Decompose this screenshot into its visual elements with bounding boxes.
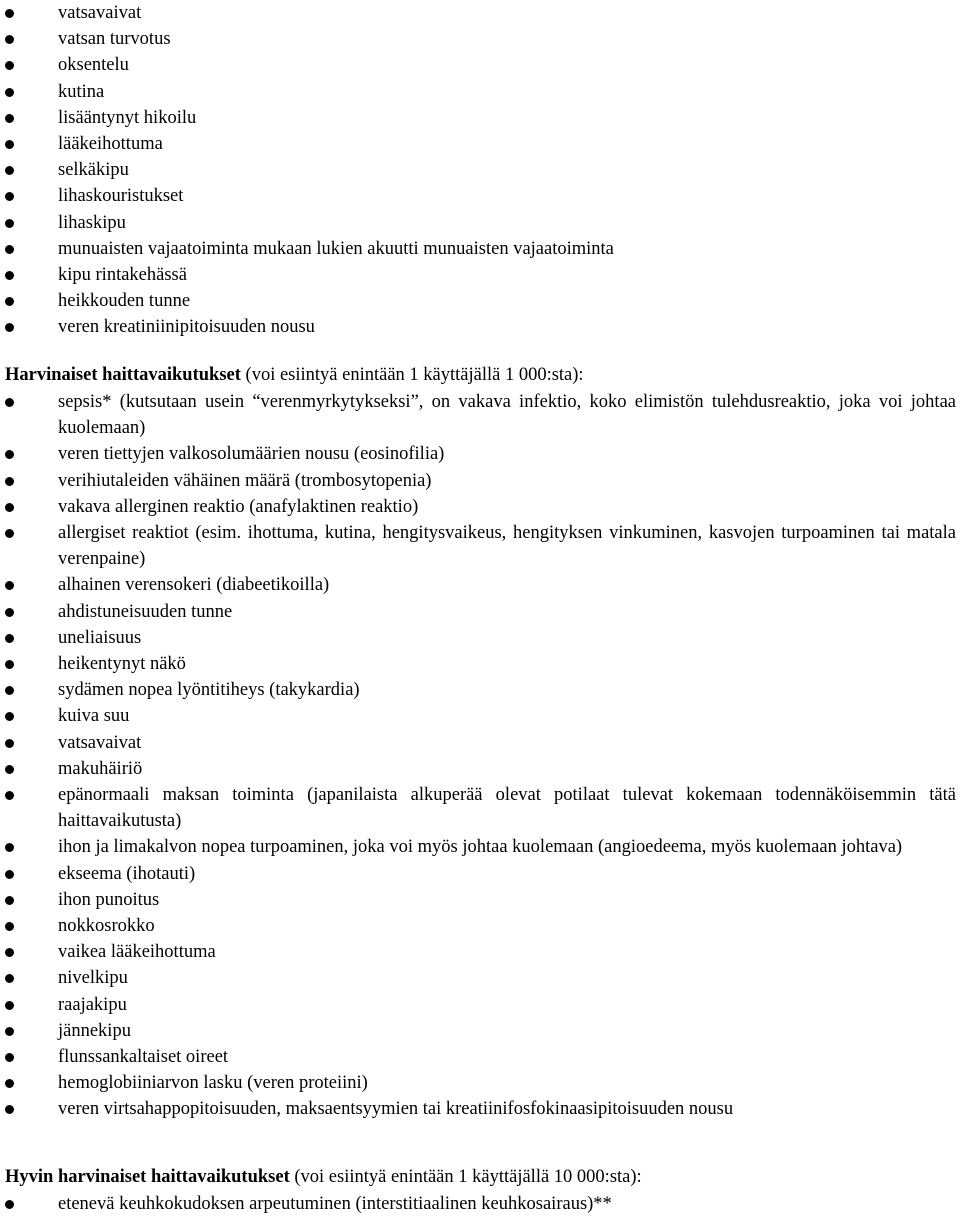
list-item (0, 703, 960, 729)
list-item (0, 236, 960, 262)
list-item (0, 0, 960, 26)
list-item-text: veren virtsahappopitoisuuden, maksaentsyymien tai kreatiinifosfokinaasipitoisuuden nousu (58, 1099, 734, 1120)
bullet-icon (5, 297, 14, 306)
list-item (0, 468, 960, 494)
list-item-text: vatsavaivat (58, 732, 142, 753)
list-item (0, 1044, 960, 1070)
bullet-icon (5, 581, 14, 590)
list-item-text: kutina (58, 81, 105, 102)
bullet-icon (5, 660, 14, 669)
list-item (0, 157, 960, 183)
list-item-text: ekseema (ihotauti) (58, 863, 196, 884)
bullet-icon (5, 948, 14, 957)
list-item-text: flunssankaltaiset oireet (58, 1047, 229, 1068)
list-item-text: lihaskipu (58, 212, 126, 233)
list-item-text: uneliaisuus (58, 627, 142, 648)
list-item (0, 782, 960, 834)
bullet-icon (5, 712, 14, 721)
bullet-icon (5, 450, 14, 459)
list-item (0, 210, 960, 236)
bullet-icon (5, 192, 14, 201)
list-item-text: veren kreatiniinipitoisuuden nousu (58, 317, 315, 338)
bullet-icon (5, 245, 14, 254)
heading-frequency-text: (voi esiintyä enintään 1 käyttäjällä 10 000:sta): (289, 1167, 642, 1187)
list-item (0, 1070, 960, 1096)
bullet-icon (5, 1053, 14, 1062)
bullet-icon (5, 166, 14, 175)
bullet-icon (5, 1001, 14, 1010)
list-item (0, 520, 960, 572)
bullet-icon (5, 140, 14, 149)
list-item-text: jännekipu (58, 1020, 131, 1041)
list-item-text: ahdistuneisuuden tunne (58, 601, 233, 622)
bullet-icon (5, 271, 14, 280)
list-item-text: sepsis* (kutsutaan usein “verenmyrkytykseksi”, on vakava infektio, koko elimistön tulehdusreaktio, joka voi johtaa kuolemaan) (58, 392, 956, 439)
bullet-icon (5, 1079, 14, 1088)
list-item (0, 730, 960, 756)
list-item-text: heikentynyt näkö (58, 654, 186, 675)
bullet-icon (5, 114, 14, 123)
list-item (0, 105, 960, 131)
list-item (0, 939, 960, 965)
list-item (0, 183, 960, 209)
list-item (0, 677, 960, 703)
list-item-text: kuiva suu (58, 706, 130, 727)
list-item (0, 599, 960, 625)
bullet-icon (5, 922, 14, 931)
bullet-icon (5, 477, 14, 486)
list-item-text: munuaisten vajaatoiminta mukaan lukien akuutti munuaisten vajaatoiminta (58, 238, 614, 259)
very-rare-side-effects-heading (5, 1165, 955, 1189)
bullet-icon (5, 529, 14, 538)
bullet-icon (5, 870, 14, 879)
bullet-icon (5, 398, 14, 407)
heading-bold-text: Hyvin harvinaiset haittavaikutukset (5, 1167, 290, 1187)
list-item-text: alhainen verensokeri (diabeetikoilla) (58, 575, 330, 596)
list-item (0, 79, 960, 105)
bullet-icon (5, 61, 14, 70)
bullet-icon (5, 765, 14, 774)
list-item (0, 861, 960, 887)
list-item-text: lääkeihottuma (58, 134, 163, 155)
bullet-icon (5, 791, 14, 800)
bullet-icon (5, 219, 14, 228)
list-item (0, 441, 960, 467)
bullet-icon (5, 974, 14, 983)
list-item-text: lihaskouristukset (58, 186, 184, 207)
list-item (0, 887, 960, 913)
list-item-text: ihon ja limakalvon nopea turpoaminen, joka voi myös johtaa kuolemaan (angioedeema, myös kuolemaan johtava) (58, 837, 903, 858)
common-side-effects-list (0, 0, 960, 341)
list-item-text: heikkouden tunne (58, 291, 191, 312)
list-item-text: vatsan turvotus (58, 29, 171, 50)
list-item-text: kipu rintakehässä (58, 265, 187, 286)
rare-side-effects-heading (5, 363, 955, 387)
rare-side-effects-list (0, 389, 960, 1123)
list-item (0, 913, 960, 939)
list-item (0, 288, 960, 314)
list-item-text: nivelkipu (58, 968, 128, 989)
bullet-icon (5, 896, 14, 905)
list-item (0, 572, 960, 598)
bullet-icon (5, 608, 14, 617)
list-item-text: vaikea lääkeihottuma (58, 942, 216, 963)
list-item (0, 262, 960, 288)
list-item (0, 1018, 960, 1044)
list-item (0, 992, 960, 1018)
bullet-icon (5, 1200, 14, 1209)
list-item (0, 131, 960, 157)
list-item-text: allergiset reaktiot (esim. ihottuma, kutina, hengitysvaikeus, hengityksen vinkuminen, kasvojen turpoaminen tai matala verenpaine) (58, 523, 956, 570)
list-item-text: vakava allerginen reaktio (anafylaktinen reaktio) (58, 496, 419, 517)
list-item-text: hemoglobiiniarvon lasku (veren proteiini) (58, 1073, 368, 1094)
list-item-text: ihon punoitus (58, 889, 160, 910)
list-item (0, 834, 960, 860)
bullet-icon (5, 35, 14, 44)
list-item (0, 756, 960, 782)
list-item (0, 1096, 960, 1122)
heading-frequency-text: (voi esiintyä enintään 1 käyttäjällä 1 000:sta): (240, 365, 584, 385)
list-item-text: etenevä keuhkokudoksen arpeutuminen (interstitiaalinen keuhkosairaus)** (58, 1194, 612, 1214)
list-item-text: nokkosrokko (58, 916, 155, 937)
list-item-text: oksentelu (58, 55, 129, 76)
list-item (0, 494, 960, 520)
heading-bold-text: Harvinaiset haittavaikutukset (5, 365, 241, 385)
list-item (0, 965, 960, 991)
list-item (0, 26, 960, 52)
bullet-icon (5, 1105, 14, 1114)
bullet-icon (5, 88, 14, 97)
list-item-text: epänormaali maksan toiminta (japanilaista alkuperää olevat potilaat tulevat kokemaan todennäköisemmin tätä haittavaikutusta) (58, 785, 956, 832)
list-item-text: lisääntynyt hikoilu (58, 107, 197, 128)
list-item-text: vatsavaivat (58, 3, 142, 23)
list-item (0, 625, 960, 651)
bullet-icon (5, 503, 14, 512)
list-item (0, 1191, 960, 1217)
bullet-icon (5, 634, 14, 643)
bullet-icon (5, 1027, 14, 1036)
list-item (0, 52, 960, 78)
list-item-text: verihiutaleiden vähäinen määrä (trombosytopenia) (58, 470, 432, 491)
bullet-icon (5, 843, 14, 852)
list-item (0, 314, 960, 340)
list-item-text: selkäkipu (58, 160, 129, 181)
list-item-text: veren tiettyjen valkosolumäärien nousu (eosinofilia) (58, 444, 445, 465)
bullet-icon (5, 323, 14, 332)
list-item-text: sydämen nopea lyöntitiheys (takykardia) (58, 680, 360, 701)
list-item (0, 651, 960, 677)
bullet-icon (5, 739, 14, 748)
list-item-text: raajakipu (58, 994, 127, 1015)
bullet-icon (5, 686, 14, 695)
list-item-text: makuhäiriö (58, 758, 143, 779)
list-item (0, 389, 960, 441)
bullet-icon (5, 9, 14, 18)
very-rare-side-effects-list (0, 1191, 960, 1217)
